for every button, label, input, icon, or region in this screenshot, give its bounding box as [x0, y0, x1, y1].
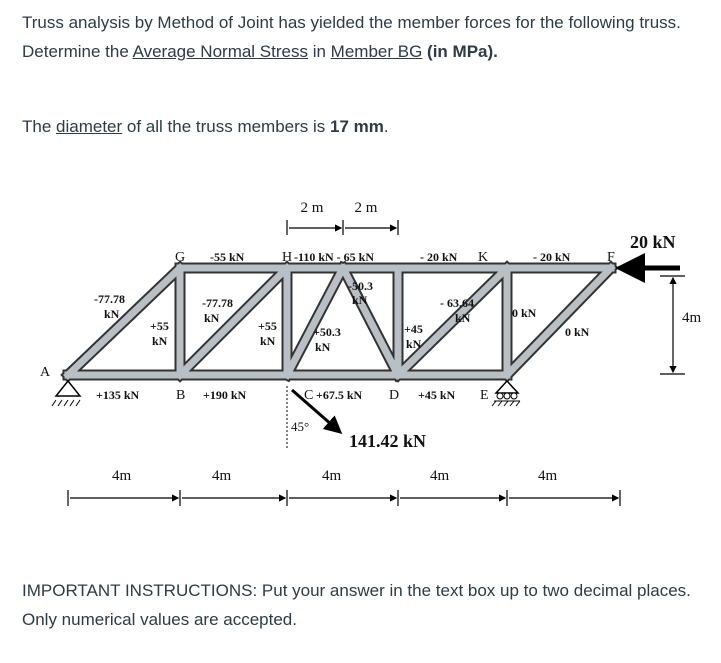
force-HK: -110 kN - 65 kN [294, 250, 375, 264]
force-AG-unit: kN [104, 307, 120, 321]
force-DE: +45 kN [418, 388, 456, 402]
question-text [22, 8, 712, 66]
force-FK: - 20 kN [533, 250, 571, 264]
bottom-dim-1: 4m [112, 468, 132, 484]
force-KE-value: - 63.64 [440, 296, 474, 310]
truss-diagram [0, 190, 721, 520]
bottom-dim-2: 4m [212, 468, 232, 484]
force-BG-value: +55 [150, 319, 169, 333]
force-KD-value: +45 [404, 322, 423, 336]
force-BH-unit: kN [204, 311, 220, 325]
force-KD-unit: kN [406, 337, 422, 351]
node-B: B [176, 388, 186, 403]
instructions-text: IMPORTANT INSTRUCTIONS: Put your answer in the text box up to two decimal places. Only numerical values are accepted. [22, 581, 691, 629]
question-text-part: of all the truss members is [122, 117, 331, 136]
height-dim-label: 4m [682, 310, 702, 326]
node-C: C [304, 388, 314, 403]
node-F: F [607, 250, 615, 265]
bottom-dim-4: 4m [430, 468, 450, 484]
diameter-text [22, 112, 389, 141]
node-D: D [389, 388, 400, 403]
node-H: H [282, 250, 293, 265]
force-CH-unit: kN [260, 334, 276, 348]
force-BC: +190 kN [203, 388, 247, 402]
bottom-dim-3: 4m [322, 468, 342, 484]
question-units: (in MPa). [422, 42, 498, 61]
question-text-part: Truss analysis by Method of Joint has yielded the member forces for the following truss. Determine the [22, 13, 681, 61]
question-text-part: The [22, 117, 57, 136]
question-text-part: . [383, 117, 389, 136]
force-AG-value: -77.78 [94, 292, 125, 306]
term-diameter: diameter [56, 117, 123, 136]
force-AB: +135 kN [96, 388, 140, 402]
load-20kn-label: 20 kN [630, 232, 676, 252]
force-CK-unit: kN [315, 340, 331, 354]
question-text-part: in [307, 42, 331, 61]
force-CK-value: +50.3 [313, 325, 341, 339]
node-E: E [480, 388, 489, 403]
load-angle-label: 45° [291, 419, 310, 434]
load-141kn-label: 141.42 kN [349, 431, 427, 451]
top-dimension [287, 220, 398, 235]
node-A: A [40, 365, 51, 380]
force-BH-value: -77.78 [202, 296, 233, 310]
bottom-dimension [68, 490, 620, 506]
force-BG-unit: kN [152, 334, 168, 348]
force-CD: +67.5 kN [316, 388, 363, 402]
support-roller-E [492, 381, 520, 406]
force-EF: 0 kN [565, 325, 590, 339]
force-KE-unit: kN [455, 311, 471, 325]
node-K: K [478, 250, 489, 265]
diameter-value: 17 mm [330, 117, 384, 136]
node-G: G [175, 250, 186, 265]
force-HC-unit: kN [352, 293, 368, 307]
support-pin-A [52, 381, 80, 406]
force-GH: -55 kN [210, 250, 245, 264]
force-EK: 0 kN [512, 306, 537, 320]
top-dim-2: 2 m [354, 200, 378, 216]
force-HC-value: -50.3 [348, 279, 373, 293]
force-CH-value: +55 [258, 319, 277, 333]
term-average-normal-stress: Average Normal Stress [132, 42, 308, 61]
top-dim-1: 2 m [300, 200, 324, 216]
bottom-dim-5: 4m [538, 468, 558, 484]
term-member-bg: Member BG [330, 42, 423, 61]
force-KF: - 20 kN [420, 250, 458, 264]
